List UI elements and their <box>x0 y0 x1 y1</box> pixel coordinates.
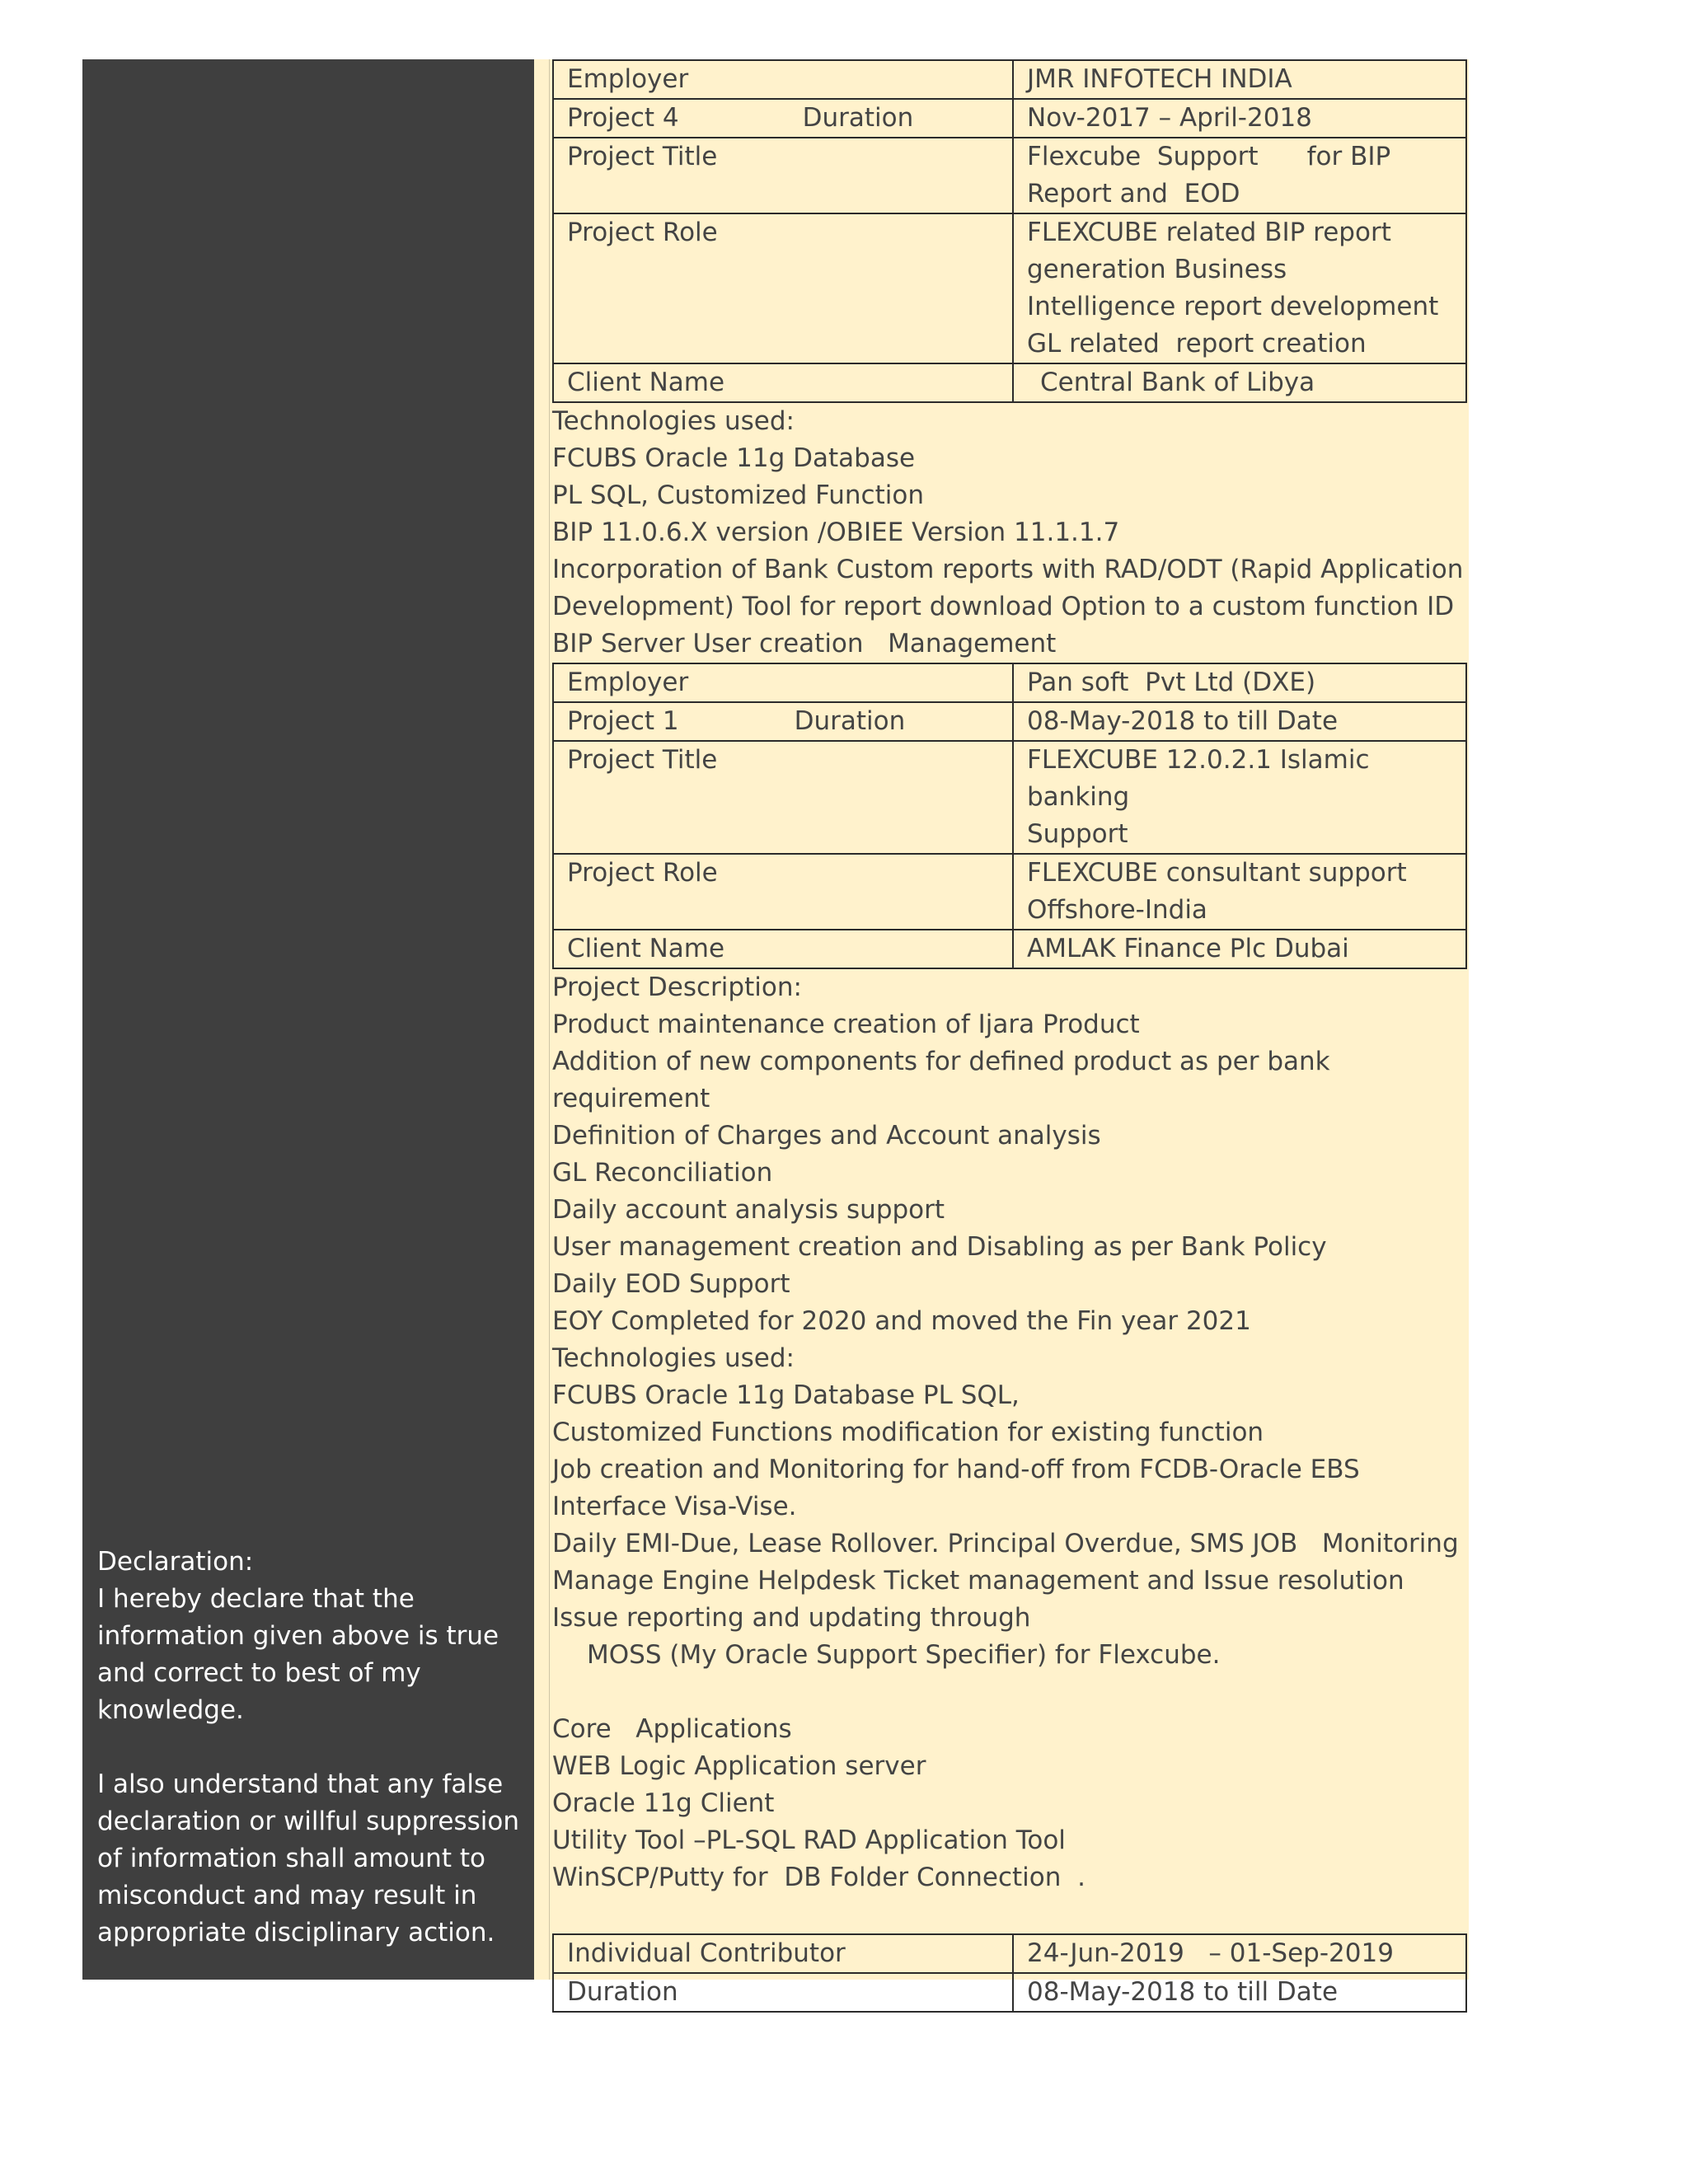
project-label-cell <box>553 702 1013 741</box>
table-row <box>553 930 1466 968</box>
project-label-cell <box>553 99 1013 138</box>
text-line: Technologies used: <box>552 1343 795 1373</box>
text-line: Issue reporting and updating through <box>552 1603 1031 1633</box>
table-row <box>553 60 1466 99</box>
role-value-line: FLEXCUBE related BIP report <box>1027 218 1391 247</box>
text-line: BIP Server User creation Management <box>552 629 1057 658</box>
text-line: BIP 11.0.6.X version /OBIEE Version 11.1.1.7 <box>552 518 1120 547</box>
role-value-cell <box>1013 213 1466 363</box>
project1-table <box>552 663 1467 969</box>
text-line: Product maintenance creation of Ijara Product <box>552 1010 1140 1039</box>
declaration-title: Declaration: <box>97 1547 254 1577</box>
table-row <box>553 854 1466 930</box>
employer-value: JMR INFOTECH INDIA <box>1013 60 1466 99</box>
declaration-line: declaration or willful suppression <box>97 1807 519 1836</box>
client-value: AMLAK Finance Plc Dubai <box>1013 930 1466 968</box>
text-line: GL Reconciliation <box>552 1158 773 1188</box>
table-row <box>553 1973 1466 2012</box>
employer-label: Employer <box>553 663 1013 702</box>
declaration-line: information given above is true <box>97 1621 499 1651</box>
table-row <box>553 213 1466 363</box>
project4-table <box>552 59 1467 403</box>
text-line: Daily EOD Support <box>552 1269 790 1299</box>
text-line: FCUBS Oracle 11g Database PL SQL, <box>552 1380 1020 1410</box>
text-line: Definition of Charges and Account analysis <box>552 1121 1101 1151</box>
project-label: Project 1 <box>567 706 679 736</box>
duration-label: Duration <box>802 103 914 133</box>
text-line: Incorporation of Bank Custom reports with RAD/ODT (Rapid Application <box>552 555 1464 584</box>
title-label: Project Title <box>553 741 1013 854</box>
employer-value: Pan soft Pvt Ltd (DXE) <box>1013 663 1466 702</box>
table-row <box>553 363 1466 402</box>
text-line: User management creation and Disabling as per Bank Policy <box>552 1232 1327 1262</box>
declaration-line: I also understand that any false <box>97 1769 504 1799</box>
duration-value: 08-May-2018 to till Date <box>1013 1973 1466 2012</box>
text-line: Job creation and Monitoring for hand-off from FCDB-Oracle EBS <box>552 1455 1360 1484</box>
title-label: Project Title <box>553 138 1013 213</box>
paragraph-gap <box>97 1729 518 1766</box>
content-inner <box>552 59 1467 2013</box>
role-value-line: FLEXCUBE consultant support <box>1027 858 1407 888</box>
title-value-cell <box>1013 138 1466 213</box>
text-line: Customized Functions modification for existing function <box>552 1418 1264 1447</box>
summary-table <box>552 1933 1467 2013</box>
declaration-line: appropriate disciplinary action. <box>97 1918 495 1947</box>
role-value-cell <box>1013 854 1466 930</box>
role-value-line: generation Business <box>1027 255 1287 284</box>
duration-value: 08-May-2018 to till Date <box>1013 702 1466 741</box>
title-value-line: Flexcube Support for BIP <box>1027 142 1391 171</box>
role-value-line: Offshore-India <box>1027 895 1207 925</box>
title-value-line: Report and EOD <box>1027 179 1240 209</box>
client-label: Client Name <box>553 930 1013 968</box>
client-label: Client Name <box>553 363 1013 402</box>
text-line: Oracle 11g Client <box>552 1788 775 1818</box>
declaration-block <box>97 1544 518 1952</box>
table-row <box>553 138 1466 213</box>
client-value-text: Central Bank of Libya <box>1040 368 1315 397</box>
text-line: Project Description: <box>552 972 802 1002</box>
main-content <box>534 59 1469 2007</box>
description-block <box>552 969 1467 1933</box>
declaration-line: and correct to best of my <box>97 1658 421 1688</box>
text-line: requirement <box>552 1084 710 1113</box>
duration-label: Duration <box>553 1973 1013 2012</box>
tech-block-1 <box>552 403 1467 663</box>
sidebar <box>82 59 534 1980</box>
client-value <box>1013 363 1466 402</box>
text-line: Daily EMI-Due, Lease Rollover. Principal Overdue, SMS JOB Monitoring <box>552 1529 1459 1558</box>
declaration-line: of information shall amount to <box>97 1844 485 1873</box>
text-line: MOSS (My Oracle Support Specifier) for Flexcube. <box>587 1640 1221 1670</box>
text-line: Core Applications <box>552 1714 792 1744</box>
role-value-line: GL related report creation <box>1027 329 1367 359</box>
table-row <box>553 741 1466 854</box>
employer-label: Employer <box>553 60 1013 99</box>
left-strip <box>534 59 550 1980</box>
text-line: Manage Engine Helpdesk Ticket management and Issue resolution <box>552 1566 1404 1596</box>
duration-value: Nov-2017 – April-2018 <box>1013 99 1466 138</box>
table-row <box>553 1934 1466 1973</box>
text-line: WinSCP/Putty for DB Folder Connection . <box>552 1863 1085 1892</box>
text-line: FCUBS Oracle 11g Database <box>552 443 916 473</box>
table-row <box>553 702 1466 741</box>
text-line: Addition of new components for defined product as per bank <box>552 1047 1330 1076</box>
table-row <box>553 99 1466 138</box>
role-label: Project Role <box>553 213 1013 363</box>
declaration-line: knowledge. <box>97 1695 244 1725</box>
text-line: Technologies used: <box>552 406 795 436</box>
table-row <box>553 663 1466 702</box>
project-label: Project 4 <box>567 103 679 133</box>
text-line: Development) Tool for report download Option to a custom function ID <box>552 592 1455 621</box>
title-value-line: FLEXCUBE 12.0.2.1 Islamic banking <box>1027 745 1370 812</box>
role-label: Project Role <box>553 854 1013 930</box>
paragraph-gap <box>552 1674 1467 1711</box>
contributor-value: 24-Jun-2019 – 01-Sep-2019 <box>1013 1934 1466 1973</box>
declaration-line: I hereby declare that the <box>97 1584 415 1614</box>
title-value-cell <box>1013 741 1466 854</box>
declaration-line: misconduct and may result in <box>97 1881 477 1910</box>
duration-label: Duration <box>794 706 906 736</box>
paragraph-gap <box>552 1896 1467 1933</box>
text-line: Utility Tool –PL-SQL RAD Application Tool <box>552 1825 1066 1855</box>
text-line: Interface Visa-Vise. <box>552 1492 797 1521</box>
text-line: EOY Completed for 2020 and moved the Fin year 2021 <box>552 1306 1251 1336</box>
text-line: Daily account analysis support <box>552 1195 945 1225</box>
title-value-line: Support <box>1027 819 1128 849</box>
contributor-label: Individual Contributor <box>553 1934 1013 1973</box>
role-value-line: Intelligence report development <box>1027 292 1439 321</box>
text-line: PL SQL, Customized Function <box>552 480 924 510</box>
text-line: WEB Logic Application server <box>552 1751 926 1781</box>
